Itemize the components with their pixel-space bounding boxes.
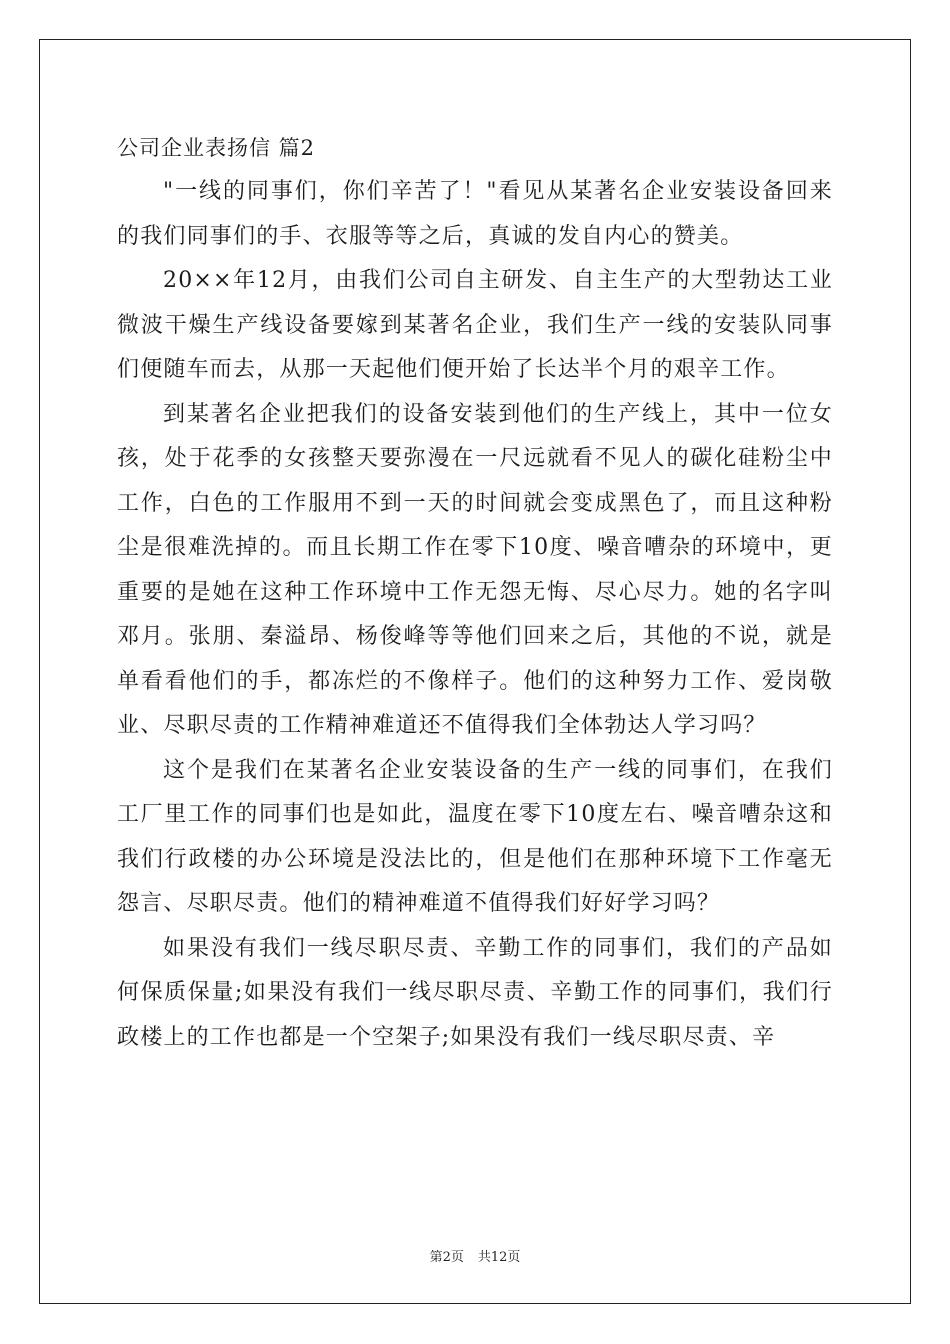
- paragraph-5: 如果没有我们一线尽职尽责、辛勤工作的同事们，我们的产品如何保质保量;如果没有我们一线尽职尽责、辛勤工作的同事们，我们行政楼上的工作也都是一个空架子;如果没有我们一线尽职尽责、辛: [117, 935, 833, 1050]
- paragraph-3: 到某著名企业把我们的设备安装到他们的生产线上，其中一位女孩，处于花季的女孩整天要弥漫在一尺远就看不见人的碳化硅粉尘中工作，白色的工作服用不到一天的时间就会变成黑色了，而且这种粉尘是很难洗掉的。而且长期工作在零下10度、噪音嘈杂的环境中，更重要的是她在这种工作环境中工作无怨无悔、尽心尽力。她的名字叫邓月。张朋、秦溢昂、杨俊峰等等他们回来之后，其他的不说，就是单看看他们的手，都冻烂的不像样子。他们的这种努力工作、爱岗敬业、尽职尽责的工作精神难道还不值得我们全体勃达人学习吗？: [117, 401, 833, 738]
- paragraph-4: 这个是我们在某著名企业安装设备的生产一线的同事们，在我们工厂里工作的同事们也是如此，温度在零下10度左右、噪音嘈杂这和我们行政楼的办公环境是没法比的，但是他们在那种环境下工作毫无怨言、尽职尽责。他们的精神难道不值得我们好好学习吗？: [117, 757, 833, 916]
- document-body: [117, 126, 833, 1060]
- page-number: 第2页: [429, 1250, 464, 1265]
- page-total: 共12页: [477, 1250, 521, 1265]
- document-title: 公司企业表扬信 篇2: [117, 136, 316, 160]
- page-footer: [0, 1246, 950, 1265]
- paragraph-2: 20××年12月，由我们公司自主研发、自主生产的大型勃达工业微波干燥生产线设备要嫁到某著名企业，我们生产一线的安装队同事们便随车而去，从那一天起他们便开始了长达半个月的艰辛工作。: [117, 268, 833, 382]
- paragraph-1: "一线的同事们，你们辛苦了！"看见从某著名企业安装设备回来的我们同事们的手、衣服等等之后，真诚的发自内心的赞美。: [117, 179, 833, 249]
